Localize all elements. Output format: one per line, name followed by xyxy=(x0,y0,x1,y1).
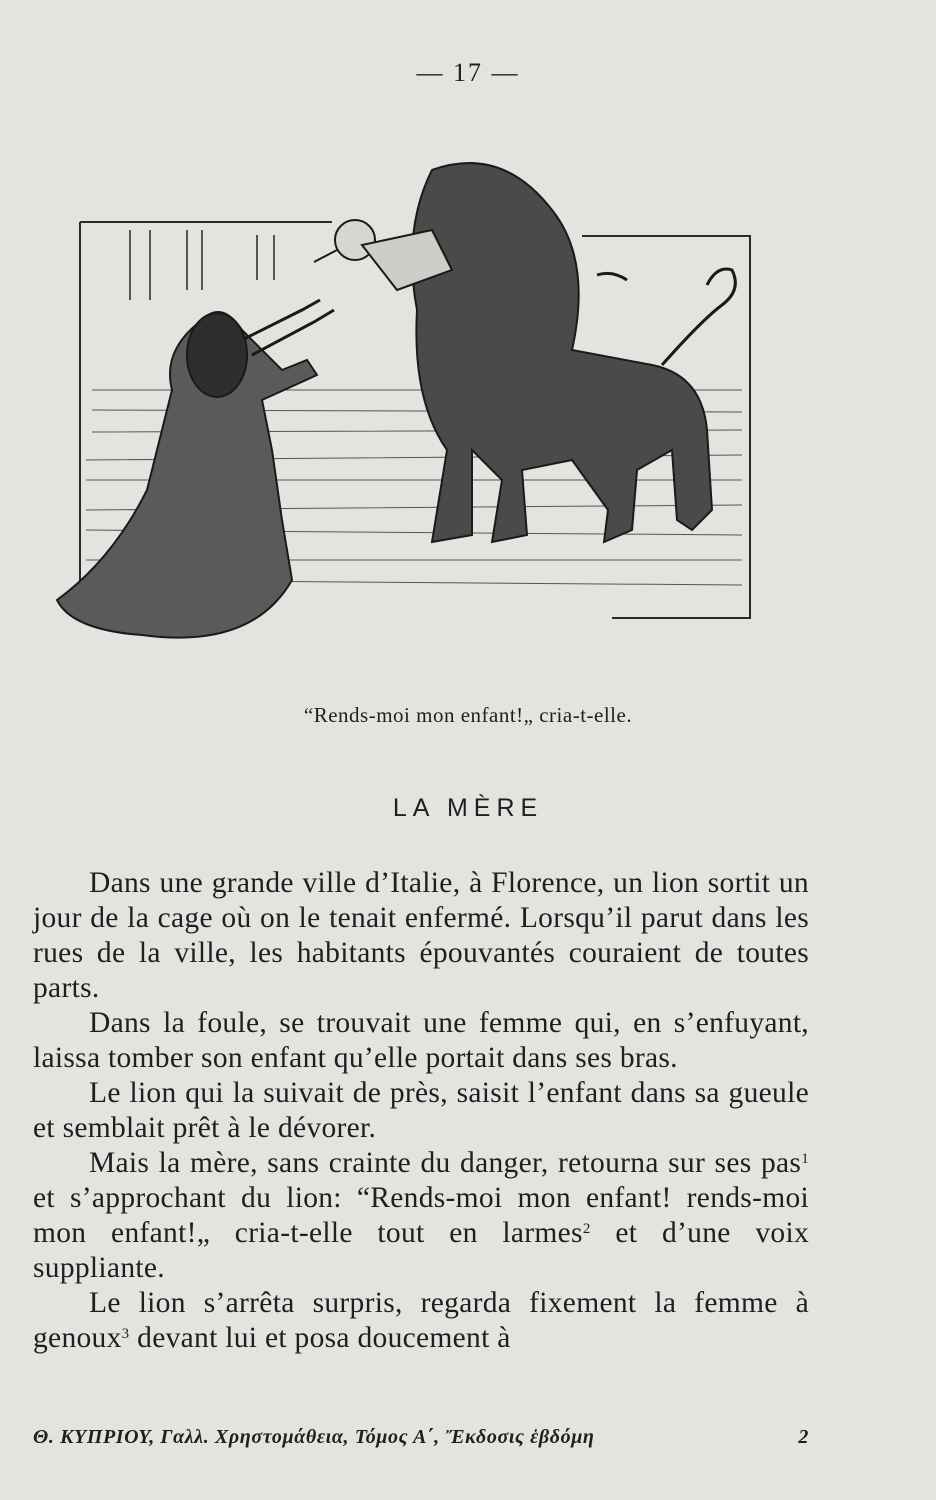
book-citation: Θ. ΚΥΠΡΙΟΥ, Γαλλ. Χρηστομάθεια, Τόμος Α΄, Ἔκδοσις ἑβδόμη xyxy=(33,1426,595,1448)
lion-engraving-illustration xyxy=(52,150,764,670)
paragraph-5 xyxy=(33,1286,809,1356)
page-number: — 17 — xyxy=(416,58,520,87)
story-title: LA MÈRE xyxy=(392,794,544,822)
paragraph-5-part-1: Le lion s’arrêta surpris, regarda fixement la femme à genoux xyxy=(33,1287,809,1354)
page-footer xyxy=(33,1426,809,1449)
mother-figure xyxy=(57,300,334,638)
footnote-ref-3: 3 xyxy=(121,1326,130,1342)
signature-number: 2 xyxy=(798,1426,809,1448)
footnote-ref-2: 2 xyxy=(582,1221,591,1237)
paragraph-4-part-3: et d’une voix suppliante. xyxy=(33,1217,809,1284)
paragraph-3: Le lion qui la suivait de près, saisit l’enfant dans sa gueule et semblait prêt à le dévorer. xyxy=(33,1077,809,1144)
paragraph-5-part-2: devant lui et posa doucement à xyxy=(129,1322,511,1354)
paragraph-2: Dans la foule, se trouvait une femme qui, en s’enfuyant, laissa tomber son enfant qu’elle portait dans ses bras. xyxy=(33,1007,809,1074)
paragraph-4-part-2: et s’approchant du lion: “Rends-moi mon enfant! rends-moi mon enfant!„ cria-t-elle tout en larmes xyxy=(33,1182,809,1249)
background-columns xyxy=(130,230,274,300)
paragraph-1: Dans une grande ville d’Italie, à Florence, un lion sortit un jour de la cage où on le tenait enfermé. Lorsqu’il parut dans les rues de la ville, les habitants épouvantés couraient de toutes parts. xyxy=(33,867,809,1004)
paragraph-4 xyxy=(33,1146,809,1286)
lion-figure xyxy=(412,163,735,542)
footnote-ref-1: 1 xyxy=(801,1151,809,1167)
illustration-caption: “Rends-moi mon enfant!„ cria-t-elle. xyxy=(303,703,633,727)
paragraph-4-part-1: Mais la mère, sans crainte du danger, retourna sur ses pas xyxy=(89,1147,802,1179)
story-body xyxy=(33,866,809,1356)
